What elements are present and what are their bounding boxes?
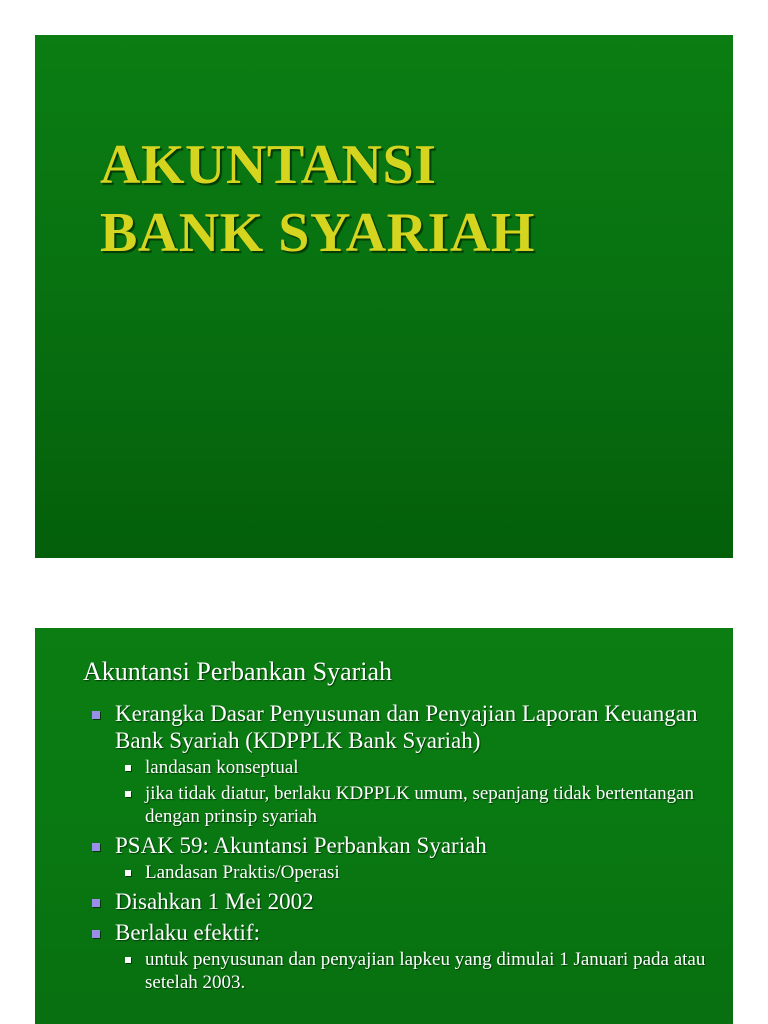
sub-list-item-text: jika tidak diatur, berlaku KDPPLK umum, sepanjang tidak bertentangan dengan prinsip syariah [145, 783, 695, 827]
sub-list-item-text: Landasan Praktis/Operasi [145, 862, 340, 883]
small-square-bullet-icon [125, 765, 131, 771]
slide-title-line-2: BANK SYARIAH [100, 202, 535, 264]
square-bullet-icon [92, 711, 100, 719]
sub-list-item [115, 861, 710, 884]
list-item [90, 888, 710, 915]
small-square-bullet-icon [125, 870, 131, 876]
sub-list-item [115, 756, 710, 779]
sub-list [115, 756, 710, 828]
square-bullet-icon [92, 843, 100, 851]
list-item [90, 832, 710, 884]
sub-list-item-text: landasan konseptual [145, 757, 299, 778]
bullet-list [90, 700, 710, 998]
sub-list-item [115, 782, 710, 828]
list-item [90, 919, 710, 994]
square-bullet-icon [92, 930, 100, 938]
title-slide [35, 35, 733, 558]
slide-heading: Akuntansi Perbankan Syariah [83, 657, 393, 686]
list-item-text: Berlaku efektif: [115, 920, 260, 945]
sub-list-item [115, 948, 710, 994]
square-bullet-icon [92, 899, 100, 907]
content-slide [35, 628, 733, 1024]
sub-list-item-text: untuk penyusunan dan penyajian lapkeu yang dimulai 1 Januari pada atau setelah 2003. [145, 949, 706, 993]
sub-list [115, 948, 710, 994]
sub-list [115, 861, 710, 884]
small-square-bullet-icon [125, 791, 131, 797]
slide-title [100, 131, 535, 267]
small-square-bullet-icon [125, 957, 131, 963]
slide-title-line-1: AKUNTANSI [100, 134, 437, 196]
list-item-text: Disahkan 1 Mei 2002 [115, 889, 314, 914]
list-item [90, 700, 710, 828]
list-item-text: PSAK 59: Akuntansi Perbankan Syariah [115, 833, 487, 858]
list-item-text: Kerangka Dasar Penyusunan dan Penyajian Laporan Keuangan Bank Syariah (KDPPLK Bank Syariah) [115, 701, 698, 753]
